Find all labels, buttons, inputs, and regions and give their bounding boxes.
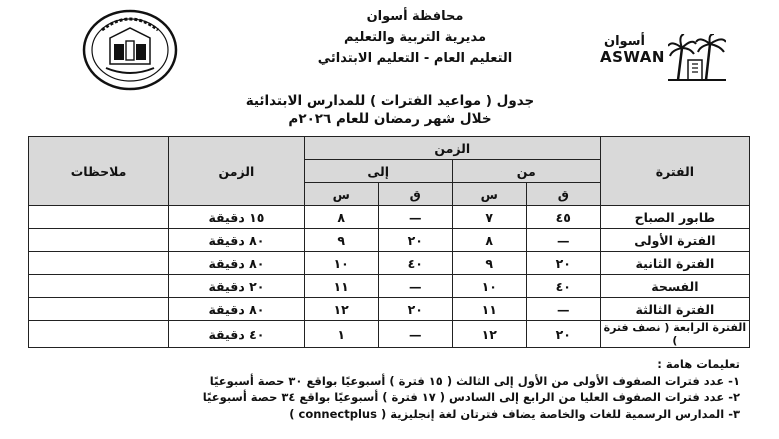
cell-from-minute: ٤٥: [526, 206, 600, 229]
cell-duration: ٤٠ دقيقة: [169, 321, 305, 348]
cell-to-minute: ٢٠: [378, 229, 452, 252]
header-to: إلى: [304, 160, 452, 183]
document-title: جدول ( مواعيد الفترات ) للمدارس الابتدائية: [245, 93, 535, 109]
cell-to-hour: ١١: [304, 275, 378, 298]
schedule-rows: [29, 206, 750, 348]
instruction-item: ٢- عدد فترات الصفوف العليا من الرابع إلى السادس ( ١٧ فترة ) أسبوعيًا بواقع ٣٤ حصة أسبوعيًا: [202, 390, 740, 404]
cell-from-hour: ٧: [452, 206, 526, 229]
cell-duration: ٨٠ دقيقة: [169, 298, 305, 321]
cell-duration: ٨٠ دقيقة: [169, 252, 305, 275]
cell-from-minute: —: [526, 298, 600, 321]
table-row: [29, 252, 750, 275]
cell-to-minute: —: [378, 206, 452, 229]
header-titles: [250, 6, 580, 69]
cell-from-hour: ١٢: [452, 321, 526, 348]
cell-period: الفترة الثانية: [600, 252, 749, 275]
document-title-block: [200, 92, 580, 128]
cell-period: الفترة الأولى: [600, 229, 749, 252]
department-name: التعليم العام - التعليم الابتدائي: [317, 51, 513, 66]
cell-to-hour: ١٢: [304, 298, 378, 321]
cell-to-minute: —: [378, 275, 452, 298]
header-to-minute: ق: [378, 183, 452, 206]
cell-to-minute: —: [378, 321, 452, 348]
table-row: [29, 321, 750, 348]
header-duration: الزمن: [169, 137, 305, 206]
directorate-name: مديرية التربية والتعليم: [343, 30, 487, 45]
instruction-item: ١- عدد فترات الصفوف الأولى من الأول إلى الثالث ( ١٥ فترة ) أسبوعيًا بواقع ٣٠ حصة أسبوعيًا: [209, 373, 740, 388]
header-notes: ملاحظات: [29, 137, 169, 206]
cell-from-hour: ١٠: [452, 275, 526, 298]
logo-english-text: ASWAN: [600, 48, 665, 66]
cell-duration: ١٥ دقيقة: [169, 206, 305, 229]
cell-from-minute: ٢٠: [526, 321, 600, 348]
header-to-hour: س: [304, 183, 378, 206]
cell-from-hour: ٨: [452, 229, 526, 252]
document-header: [0, 4, 779, 96]
schedule-table: [28, 136, 750, 348]
cell-duration: ٨٠ دقيقة: [169, 229, 305, 252]
cell-period: الفترة الرابعة ( نصف فترة ): [600, 321, 749, 348]
document-subtitle: خلال شهر رمضان للعام ٢٠٢٦م: [288, 111, 492, 127]
instruction-item: ٣- المدارس الرسمية للغات والخاصة يضاف فترتان لغة إنجليزية ( connectplus ): [289, 406, 740, 421]
cell-duration: ٢٠ دقيقة: [169, 275, 305, 298]
header-time: الزمن: [304, 137, 600, 160]
instructions-heading: تعليمات هامة :: [657, 357, 740, 371]
cell-from-hour: ١١: [452, 298, 526, 321]
cell-to-minute: ٢٠: [378, 298, 452, 321]
table-row: [29, 275, 750, 298]
cell-from-minute: ٤٠: [526, 275, 600, 298]
cell-period: الفسحة: [600, 275, 749, 298]
cell-to-hour: ٩: [304, 229, 378, 252]
cell-from-minute: —: [526, 229, 600, 252]
header-from-minute: ق: [526, 183, 600, 206]
palm-trees-icon: [668, 34, 726, 82]
cell-notes: [29, 275, 169, 298]
table-row: [29, 298, 750, 321]
cell-to-hour: ١٠: [304, 252, 378, 275]
header-from-hour: س: [452, 183, 526, 206]
header-from: من: [452, 160, 600, 183]
governorate-name: محافظة أسوان: [366, 9, 464, 24]
cell-notes: [29, 321, 169, 348]
header-period: الفترة: [600, 137, 749, 206]
cell-notes: [29, 298, 169, 321]
cell-from-hour: ٩: [452, 252, 526, 275]
cell-period: الفترة الثالثة: [600, 298, 749, 321]
logo-arabic-text: أسوان: [604, 34, 645, 49]
ministry-seal-icon: [80, 8, 180, 92]
cell-to-hour: ٨: [304, 206, 378, 229]
instructions-block: [40, 356, 740, 422]
cell-to-minute: ٤٠: [378, 252, 452, 275]
aswan-logo: [600, 34, 750, 84]
cell-notes: [29, 229, 169, 252]
table-row: [29, 229, 750, 252]
cell-to-hour: ١: [304, 321, 378, 348]
cell-from-minute: ٢٠: [526, 252, 600, 275]
cell-notes: [29, 252, 169, 275]
table-row: [29, 206, 750, 229]
cell-period: طابور الصباح: [600, 206, 749, 229]
cell-notes: [29, 206, 169, 229]
